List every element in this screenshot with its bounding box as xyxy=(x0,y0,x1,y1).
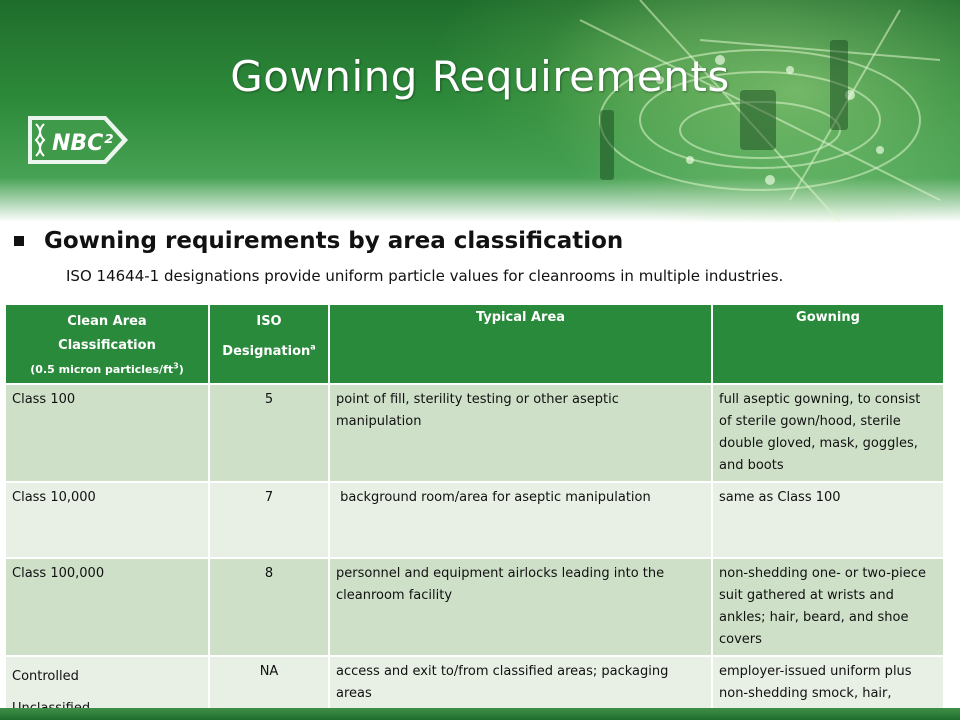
cell-gowning: non-shedding one- or two-piece suit gathered at wrists and ankles; hair, beard, and shoe covers xyxy=(712,558,944,656)
slide-title: Gowning Requirements xyxy=(230,52,730,101)
bullet-heading xyxy=(14,228,623,254)
cell-classification: Class 100,000 xyxy=(5,558,209,656)
cell-gowning: employer-issued uniform plus non-shedding smock, hair, xyxy=(712,656,944,720)
note-end: ) xyxy=(178,363,184,376)
table-header-row xyxy=(5,304,944,384)
iso-sup: a xyxy=(310,342,316,352)
bullet-marker xyxy=(14,236,24,246)
header-iso-line1: ISO xyxy=(256,314,282,329)
cell-classification: Class 100 xyxy=(5,384,209,482)
table-row xyxy=(5,482,944,558)
header-classification-note xyxy=(12,362,202,378)
svg-text:NBC²: NBC² xyxy=(52,131,113,156)
header-classification-line1: Clean Area xyxy=(67,314,147,329)
header-gowning: Gowning xyxy=(712,304,944,384)
footer-bar xyxy=(0,708,960,720)
subtext: ISO 14644-1 designations provide uniform particle values for cleanrooms in multiple industries. xyxy=(66,267,784,285)
classification-line1: Controlled xyxy=(12,669,79,684)
cell-gowning: full aseptic gowning, to consist of sterile gown/hood, sterile double gloved, mask, goggles, and boots xyxy=(712,384,944,482)
cell-gowning: same as Class 100 xyxy=(712,482,944,558)
table-row xyxy=(5,384,944,482)
cell-typical-area: background room/area for aseptic manipulation xyxy=(329,482,712,558)
cell-typical-area: personnel and equipment airlocks leading into the cleanroom facility xyxy=(329,558,712,656)
cell-iso: 7 xyxy=(209,482,329,558)
machinery-photo-illustration xyxy=(540,0,960,222)
note-text: (0.5 micron particles/ft xyxy=(30,363,174,376)
gowning-table xyxy=(4,303,945,720)
bullet-text: Gowning requirements by area classification xyxy=(44,228,624,254)
note-sup: 3 xyxy=(173,361,179,371)
header-iso xyxy=(209,304,329,384)
iso-designation-text: Designation xyxy=(222,344,311,359)
cell-typical-area: access and exit to/from classified areas; packaging areas xyxy=(329,656,712,720)
cell-typical-area: point of fill, sterility testing or other aseptic manipulation xyxy=(329,384,712,482)
header-classification-line2: Classification xyxy=(58,338,156,353)
cell-iso: NA xyxy=(209,656,329,720)
header-classification xyxy=(5,304,209,384)
cell-classification: Class 10,000 xyxy=(5,482,209,558)
header-typical-area: Typical Area xyxy=(329,304,712,384)
cell-iso: 5 xyxy=(209,384,329,482)
table-row xyxy=(5,558,944,656)
cell-iso: 8 xyxy=(209,558,329,656)
header-banner xyxy=(0,0,960,222)
header-iso-line2 xyxy=(216,340,322,364)
nbc2-logo xyxy=(20,108,132,172)
